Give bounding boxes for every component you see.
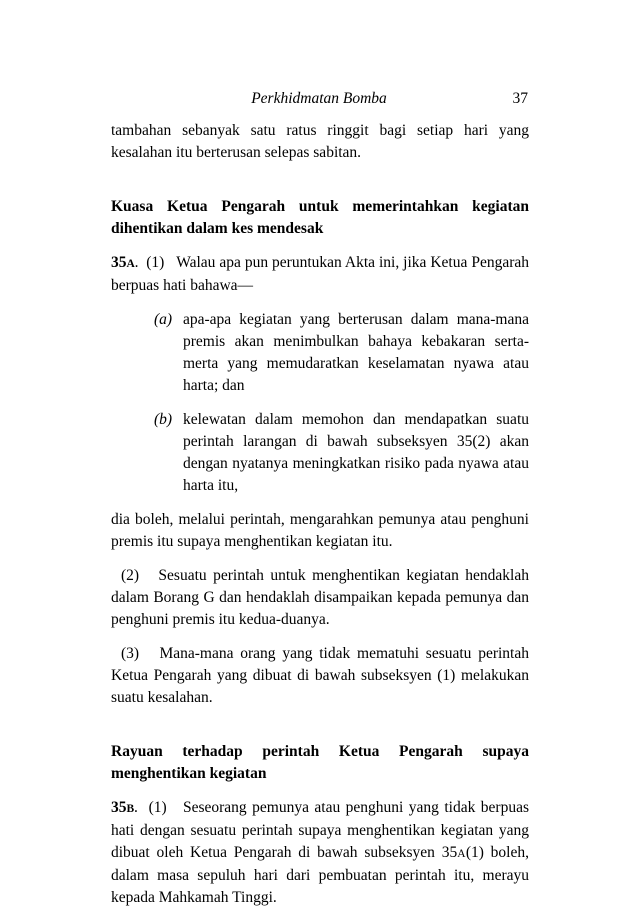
section-35a-subsection-1 (111, 252, 529, 297)
running-header-title: Perkhidmatan Bomba (251, 90, 387, 107)
paragraph-a (154, 309, 529, 397)
page-content (111, 120, 529, 909)
section-35b-number: 35B. (111, 799, 138, 816)
page-number: 37 (512, 90, 528, 107)
paragraph-a-label: (a) (154, 311, 173, 328)
subsection-1-label: (1) (146, 254, 165, 271)
section-35a-closing: dia boleh, melalui perintah, mengarahkan pemunya atau penghuni premis itu supaya menghentikan kegiatan itu. (111, 511, 529, 550)
section-35a-subsection-3: (3) Mana-mana orang yang tidak mematuhi sesuatu perintah Ketua Pengarah yang dibuat di bawah subseksyen (1) melakukan suatu kesalahan. (111, 645, 529, 706)
subsection-1-label: (1) (148, 799, 167, 816)
section-35b-heading: Rayuan terhadap perintah Ketua Pengarah supaya menghentikan kegiatan (111, 743, 529, 782)
section-35a-heading: Kuasa Ketua Pengarah untuk memerintahkan kegiatan dihentikan dalam kes mendesak (111, 198, 529, 237)
paragraph-a-text: apa-apa kegiatan yang berterusan dalam mana-mana premis akan menimbulkan bahaya kebakaran serta-merta yang memudaratkan keselamatan nyawa atau harta; dan (183, 311, 529, 394)
section-35a-number: 35A. (111, 254, 139, 271)
paragraph-b (154, 409, 529, 497)
paragraph-b-label: (b) (154, 411, 173, 428)
subsection-1-text: Walau apa pun peruntukan Akta ini, jika Ketua Pengarah berpuas hati bahawa— (111, 254, 530, 294)
continuation-paragraph: tambahan sebanyak satu ratus ringgit bagi setiap hari yang kesalahan itu berterusan selepas sabitan. (111, 122, 529, 161)
section-35a-subsection-2: (2) Sesuatu perintah untuk menghentikan kegiatan hendaklah dalam Borang G dan hendaklah disampaikan kepada pemunya dan penghuni premis itu kedua-duanya. (111, 567, 529, 628)
paragraph-b-text: kelewatan dalam memohon dan mendapatkan suatu perintah larangan di bawah subseksyen 35(2) akan dengan nyatanya meningkatkan risiko pada nyawa atau harta itu, (183, 411, 529, 494)
section-35b-subsection-1: 35B. (1) Seseorang pemunya atau penghuni yang tidak berpuas hati dengan sesuatu perintah supaya menghentikan kegiatan yang dibuat oleh Ketua Pengarah di bawah subseksyen 35A(1) boleh, dalam masa sepuluh hari dari pembuatan perintah itu, merayu kepada Mahkamah Tinggi. (111, 799, 530, 906)
